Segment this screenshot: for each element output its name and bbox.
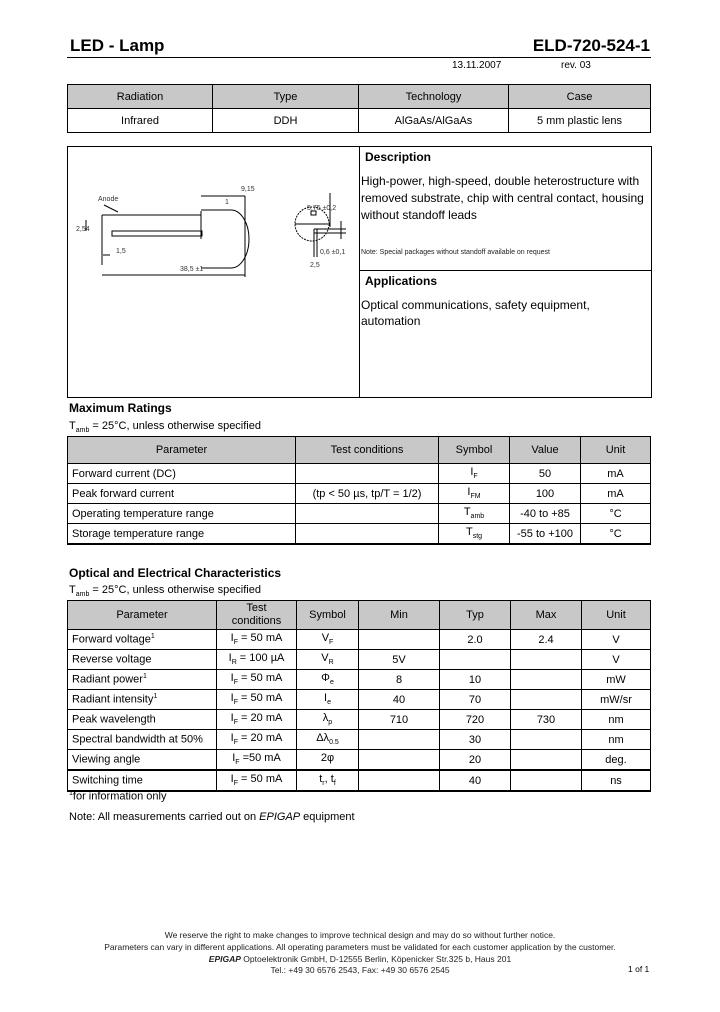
symbol-subscript: F [473,473,478,481]
parameter-cell [68,750,217,771]
typ-cell: 30 [440,730,511,750]
column-header: Max [511,601,582,630]
overview-header: Case [509,85,651,109]
symbol: t [319,773,323,786]
column-header: Value [510,437,581,464]
typ-cell: 40 [440,770,511,791]
condition-subscript: amb [75,427,90,435]
overview-header: Type [213,85,359,109]
parameter-cell [68,630,217,650]
overview-header-row [68,85,651,109]
title-rule [67,57,651,58]
symbol-subscript: FM [470,493,481,501]
table-row [68,484,651,504]
part-number: ELD-720-524-1 [532,36,650,55]
symbol: λ [322,712,329,725]
unit-cell: nm [582,710,651,730]
description-heading: Description [365,150,432,164]
overview-value: DDH [213,109,359,133]
symbol-subscript: F [329,639,334,647]
symbol-cell [297,730,359,750]
max-ratings-heading: Maximum Ratings [69,401,172,415]
overview-value: Infrared [68,109,213,133]
symbol: T [465,526,473,539]
conditions-cell [296,524,439,545]
parameter: Radiant power [72,673,143,686]
parameter: Switching time [72,774,143,787]
symbol-subscript: p [328,719,333,727]
footnote-text: for information only [72,790,167,803]
cond-rest: = 50 mA [238,692,283,705]
parameter-cell [68,730,217,750]
document-title: LED - Lamp [70,36,165,55]
cond-sub: R [231,659,237,667]
diameter-label: 5,75 ±0,2 [307,205,337,212]
lens-height-label: 9,15 [241,186,255,193]
footer-parameters-note: Parameters can vary in different applications. All operating parameters must be validated for each customer application by the customer. [104,942,616,952]
cond-rest: = 50 mA [238,773,283,786]
cond-sub: F [233,780,238,788]
max-cell [511,690,582,710]
max-ratings-table [67,436,651,545]
cond-sub: F [233,679,238,687]
symbol-extra-subscript: f [333,780,336,788]
applications-heading: Applications [365,274,438,288]
cond: I [230,773,234,786]
column-header: Min [359,601,440,630]
max-cell [511,730,582,750]
cond: I [230,672,234,685]
table-row [68,504,651,524]
column-header: Symbol [297,601,359,630]
symbol-cell [439,524,510,545]
conditions-cell [217,650,297,670]
table-row [68,650,651,670]
column-header: Unit [581,437,651,464]
footnote-mark: 1 [142,673,147,681]
column-header: Parameter [68,601,217,630]
cond-rest: = 50 mA [238,672,283,685]
max-cell [511,670,582,690]
cond: I [230,732,234,745]
footer-company [60,954,660,964]
symbol-cell [297,750,359,771]
panel-divider [359,147,360,397]
optical-heading: Optical and Electrical Characteristics [69,566,282,580]
parameter-cell [68,690,217,710]
value-cell: -40 to +85 [510,504,581,524]
symbol: I [324,692,328,705]
note-text: equipment [300,811,355,823]
parameter-cell: Operating temperature range [68,504,296,524]
typ-cell: 20 [440,750,511,771]
optical-condition [69,584,261,598]
footer-contact: Tel.: +49 30 6576 2543, Fax: +49 30 6576 2545 [270,965,450,975]
min-cell [359,750,440,771]
min-cell: 710 [359,710,440,730]
parameter: Radiant intensity [72,693,154,706]
parameter: Peak wavelength [72,713,156,726]
typ-cell [440,650,511,670]
table-row [68,750,651,771]
table-row [68,770,651,791]
parameter: Reverse voltage [72,653,152,666]
condition-subscript: amb [75,591,90,599]
parameter-cell [68,770,217,791]
overall-length-label: 38,5 ±1 [180,266,204,273]
unit-cell: deg. [582,750,651,771]
symbol-cell [439,504,510,524]
description-text: High-power, high-speed, double heterostructure with removed substrate, chip with central contact, housing without standoff leads [361,174,644,222]
unit-cell: nm [582,730,651,750]
min-cell [359,770,440,791]
symbol: T [463,506,471,519]
overview-header: Technology [359,85,509,109]
column-header: Parameter [68,437,296,464]
pitch-label: 2,5 [310,262,320,269]
overview-table [67,84,651,133]
max-cell [511,650,582,670]
symbol: I [470,466,474,479]
symbol-cell [439,464,510,484]
footer-disclaimer: We reserve the right to make changes to improve technical design and may do so without further notice. [164,930,556,940]
table-row [68,670,651,690]
parameter-cell: Forward current (DC) [68,464,296,484]
page-number: 1 of 1 [628,964,650,974]
min-cell [359,730,440,750]
cond-sub: F [233,699,238,707]
table-row [68,524,651,545]
overview-value-row [68,109,651,133]
cond: I [230,692,234,705]
parameter: Spectral bandwidth at 50% [72,733,203,746]
description-note: Note: Special packages without standoff available on request [361,249,550,256]
unit-cell: ns [582,770,651,791]
condition-text: = 25°C, unless otherwise specified [89,584,261,596]
symbol-subscript: e [329,679,334,687]
symbol-subscript: 0.5 [329,739,339,747]
lead-spacing-label: 2,54 [76,226,90,233]
symbol: I [467,486,471,499]
table-row [68,690,651,710]
parameter-cell [68,670,217,690]
cond-rest: = 20 mA [238,712,283,725]
footnote-mark: 1 [153,693,158,701]
symbol-cell [297,690,359,710]
max-cell: 2.4 [511,630,582,650]
footnote-mark: 1 [69,790,73,797]
unit-cell: °C [581,504,651,524]
unit-cell: mA [581,484,651,504]
condition-symbol: T [69,584,76,596]
value-cell: -55 to +100 [510,524,581,545]
cond-sub: F [233,719,238,727]
anode-label: Anode [98,196,119,203]
package-drawing [68,147,359,397]
column-header: Test conditions [296,437,439,464]
symbol-subscript: amb [470,513,485,521]
cond: I [228,652,232,665]
cond-rest: =50 mA [239,752,281,765]
symbol: 2φ [320,752,335,765]
conditions-cell [217,670,297,690]
cond-sub: F [233,739,238,747]
conditions-cell: (tp < 50 µs, tp/T = 1/2) [296,484,439,504]
symbol: V [321,652,329,665]
conditions-cell [217,690,297,710]
column-header: Unit [582,601,651,630]
typ-cell: 10 [440,670,511,690]
drawing-description-panel [67,146,652,398]
conditions-cell [217,770,297,791]
min-cell: 5V [359,650,440,670]
cond-rest: = 100 µA [236,652,285,665]
note-text: Note: All measurements carried out on [69,811,260,823]
min-cell: 40 [359,690,440,710]
overview-header: Radiation [68,85,213,109]
typ-cell: 720 [440,710,511,730]
conditions-cell [217,750,297,771]
unit-cell: mW/sr [582,690,651,710]
typ-cell: 2.0 [440,630,511,650]
min-cell [359,630,440,650]
parameter-cell [68,710,217,730]
cond: I [230,712,234,725]
max-ratings-condition [69,420,261,434]
footer-brand: EPIGAP [208,954,241,964]
symbol-subscript: r [322,780,325,788]
cond-sub: F [235,759,240,767]
lead-thickness-label: 0,6 ±0,1 [320,249,346,256]
condition-symbol: T [69,420,76,432]
condition-text: = 25°C, unless otherwise specified [89,420,261,432]
max-cell: 730 [511,710,582,730]
unit-cell: °C [581,524,651,545]
cond-rest: = 50 mA [238,632,283,645]
symbol-cell [297,630,359,650]
column-header: Typ [440,601,511,630]
document-date: 13.11.2007 [452,60,502,71]
overview-value: AlGaAs/AlGaAs [359,109,509,133]
symbol-cell [297,770,359,791]
flange-label: 1 [225,199,229,206]
symbol-cell [297,670,359,690]
measurement-note [69,811,355,823]
table-row [68,630,651,650]
lead-offset-label: 1,5 [116,248,126,255]
cond: I [232,752,236,765]
unit-cell: V [582,630,651,650]
typ-cell: 70 [440,690,511,710]
note-brand: EPIGAP [259,811,301,823]
parameter-cell: Storage temperature range [68,524,296,545]
symbol-subscript: e [327,699,331,707]
max-cell [511,750,582,771]
conditions-cell [217,730,297,750]
min-cell: 8 [359,670,440,690]
parameter: Viewing angle [72,753,141,766]
table-row [68,730,651,750]
applications-text: Optical communications, safety equipment, automation [361,298,590,328]
conditions-cell [296,504,439,524]
footer-address: Optoelektronik GmbH, D-12555 Berlin, Köpenicker Str.325 b, Haus 201 [240,954,512,964]
cond-sub: F [233,639,238,647]
footnote-mark: 1 [150,633,155,641]
max-ratings-header-row [68,437,651,464]
value-cell: 50 [510,464,581,484]
symbol-cell [297,710,359,730]
symbol: V [321,632,330,645]
overview-value: 5 mm plastic lens [509,109,651,133]
parameter: Forward voltage [72,633,151,646]
parameter-cell: Peak forward current [68,484,296,504]
cond-rest: = 20 mA [238,732,283,745]
conditions-cell [217,710,297,730]
document-revision: rev. 03 [561,60,591,71]
symbol-subscript: R [328,659,334,667]
footnote [69,790,166,803]
table-row [68,710,651,730]
column-header: Symbol [439,437,510,464]
unit-cell: V [582,650,651,670]
symbol-subscript: stg [472,533,483,541]
conditions-cell [296,464,439,484]
symbol: Δλ [316,732,330,745]
cond: I [230,632,234,645]
max-cell [511,770,582,791]
value-cell: 100 [510,484,581,504]
symbol-cell [439,484,510,504]
optical-header-row [68,601,651,630]
conditions-cell [217,630,297,650]
symbol-extra: , t [324,773,334,786]
table-row [68,464,651,484]
symbol: Φ [321,672,330,685]
panel-section-divider [359,270,651,271]
symbol-cell [297,650,359,670]
unit-cell: mA [581,464,651,484]
unit-cell: mW [582,670,651,690]
parameter-cell [68,650,217,670]
optical-table [67,600,651,792]
column-header: Test conditions [217,601,297,630]
